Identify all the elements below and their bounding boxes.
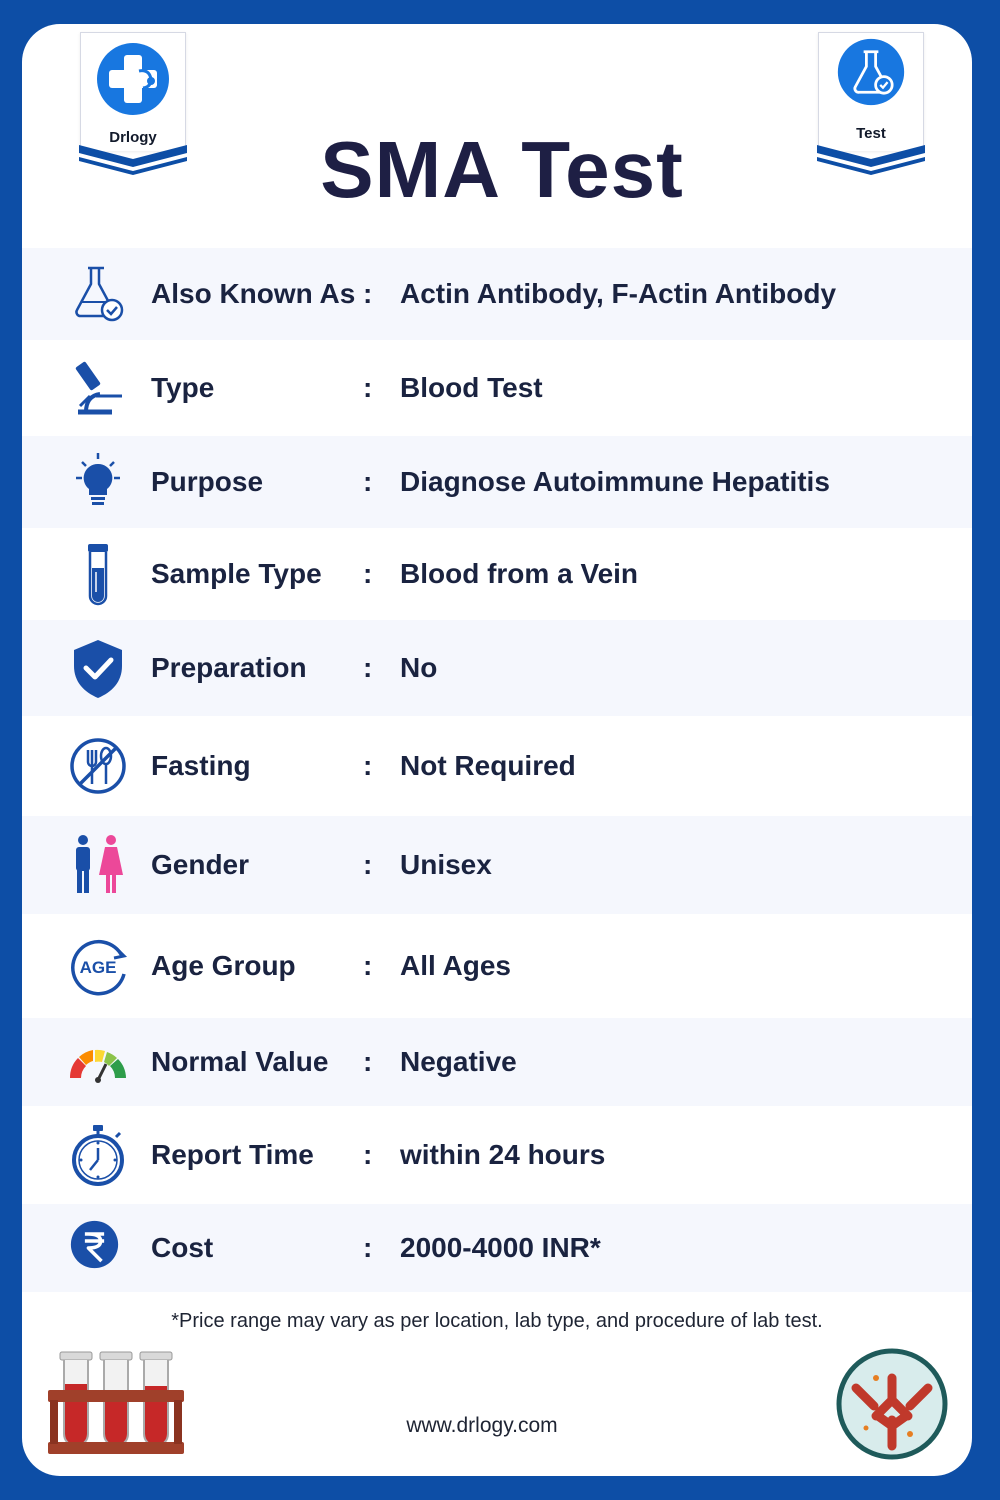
- row-value: 2000-4000 INR*: [400, 1232, 601, 1263]
- row-sample-type: [22, 528, 972, 620]
- row-label: Normal Value: [151, 1046, 329, 1077]
- row-label: Age Group: [151, 950, 296, 981]
- row-colon: :: [363, 558, 373, 589]
- age-icon: [66, 934, 130, 998]
- row-type: [22, 340, 972, 436]
- row-purpose: [22, 436, 972, 528]
- row-value: Blood from a Vein: [400, 558, 639, 589]
- row-colon: :: [363, 1232, 373, 1263]
- flask-check-icon: [66, 262, 130, 326]
- row-colon: :: [363, 849, 373, 880]
- drlogy-label: Drlogy: [109, 129, 157, 146]
- row-also-known-as: [22, 248, 972, 340]
- row-value: within 24 hours: [400, 1139, 606, 1170]
- no-fork-icon: [66, 734, 130, 798]
- row-value: Diagnose Autoimmune Hepatitis: [400, 466, 830, 497]
- test-tubes-rack-icon: [46, 1350, 186, 1460]
- row-value: Unisex: [400, 849, 492, 880]
- row-colon: :: [363, 466, 373, 497]
- row-label: Preparation: [151, 652, 307, 683]
- row-normal-value: [22, 1018, 972, 1106]
- lightbulb-icon: [66, 450, 130, 514]
- test-tube-icon: [66, 534, 130, 614]
- flask-icon: [836, 37, 906, 107]
- row-label: Report Time: [151, 1139, 314, 1170]
- age-icon-text: AGE: [79, 958, 117, 977]
- row-label: Gender: [151, 849, 250, 880]
- row-label: Also Known As: [151, 278, 356, 309]
- row-label: Type: [151, 372, 215, 403]
- row-value: Negative: [400, 1046, 517, 1077]
- gender-icon: [66, 833, 130, 897]
- row-colon: :: [363, 950, 373, 981]
- gauge-icon: [64, 1030, 132, 1094]
- row-label: Fasting: [151, 750, 251, 781]
- row-value: Not Required: [400, 750, 576, 781]
- row-colon: :: [363, 278, 373, 309]
- row-fasting: [22, 716, 972, 816]
- antibody-icon: [836, 1348, 948, 1460]
- page-title: SMA Test: [320, 125, 684, 214]
- row-value: Actin Antibody, F-Actin Antibody: [400, 278, 837, 309]
- website-link[interactable]: www.drlogy.com: [406, 1414, 558, 1437]
- row-preparation: [22, 620, 972, 716]
- row-cost: [22, 1204, 972, 1292]
- microscope-icon: [66, 356, 130, 420]
- stopwatch-icon: [66, 1123, 130, 1187]
- row-colon: :: [363, 1046, 373, 1077]
- price-footnote: *Price range may vary as per location, lab type, and procedure of lab test.: [171, 1310, 823, 1332]
- row-value: No: [400, 652, 438, 683]
- row-colon: :: [363, 652, 373, 683]
- row-colon: :: [363, 1139, 373, 1170]
- shield-check-icon: [66, 636, 130, 700]
- medical-cross-icon: [95, 41, 171, 117]
- row-report-time: [22, 1106, 972, 1204]
- row-label: Sample Type: [151, 558, 322, 589]
- row-label: Purpose: [151, 466, 264, 497]
- rupee-icon: [70, 1220, 126, 1276]
- row-value: All Ages: [400, 950, 511, 981]
- info-card: [22, 24, 972, 1476]
- test-label: Test: [856, 125, 886, 142]
- row-colon: :: [363, 372, 373, 403]
- row-gender: [22, 816, 972, 914]
- info-rows: [22, 248, 972, 1292]
- row-colon: :: [363, 750, 373, 781]
- row-value: Blood Test: [400, 372, 543, 403]
- row-label: Cost: [151, 1232, 214, 1263]
- row-age-group: [22, 914, 972, 1018]
